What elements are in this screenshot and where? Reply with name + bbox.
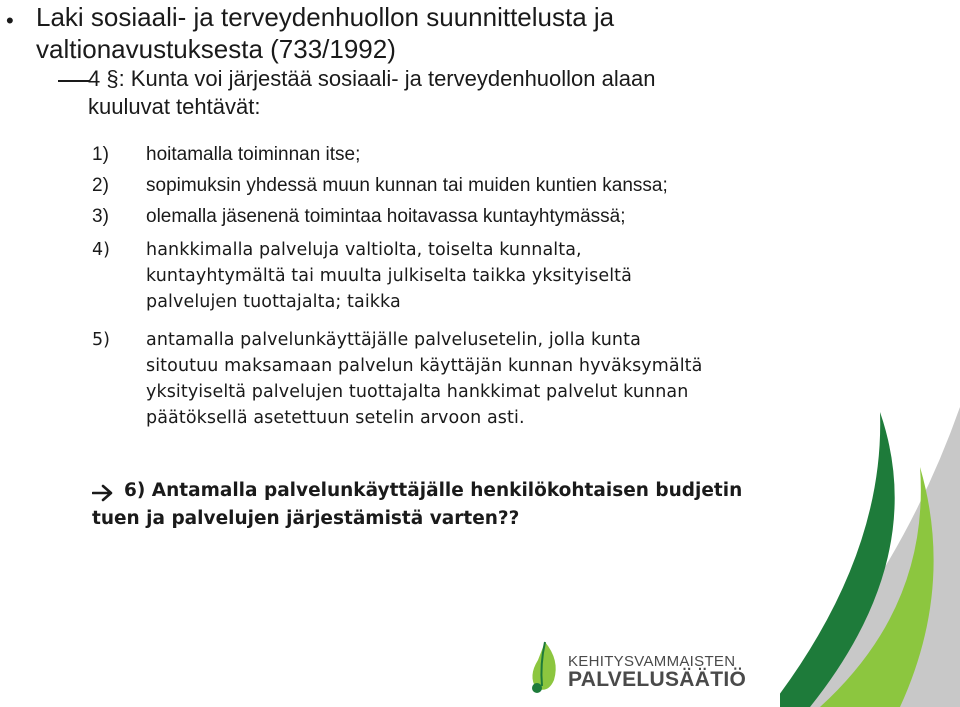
list-number: 4) bbox=[92, 240, 110, 260]
list-item-line: hankkimalla palveluja valtiolta, toiselta kunnalta, bbox=[146, 240, 582, 260]
leaf-logo-icon bbox=[528, 640, 562, 696]
list-item-line: antamalla palvelunkäyttäjälle palvelusetelin, jolla kunta bbox=[146, 330, 641, 350]
list-item-line: palvelujen tuottajalta; taikka bbox=[146, 292, 401, 312]
list-item-line: päätöksellä asetettuun setelin arvoon asti. bbox=[146, 408, 525, 428]
highlight-line-2: tuen ja palvelujen järjestämistä varten?? bbox=[92, 508, 520, 529]
dash-icon bbox=[58, 80, 90, 82]
logo-text-top: KEHITYSVAMMAISTEN bbox=[568, 653, 736, 670]
list-item: olemalla jäsenenä toimintaa hoitavassa kuntayhtymässä; bbox=[146, 206, 626, 227]
bullet-icon: • bbox=[6, 8, 14, 33]
list-item-line: yksityiseltä palvelujen tuottajalta hankkimat palvelut kunnan bbox=[146, 382, 689, 402]
list-item: hoitamalla toiminnan itse; bbox=[146, 144, 361, 165]
subpoint-line-1: 4 §: Kunta voi järjestää sosiaali- ja terveydenhuollon alaan bbox=[88, 66, 656, 91]
arrow-right-icon bbox=[92, 484, 114, 502]
logo-text-bottom: PALVELUSÄÄTIÖ bbox=[568, 668, 747, 691]
list-number: 1) bbox=[92, 144, 109, 165]
list-number: 3) bbox=[92, 206, 109, 227]
subpoint-line-2: kuuluvat tehtävät: bbox=[88, 94, 261, 119]
list-item-line: kuntayhtymältä tai muulta julkiselta taikka yksityiseltä bbox=[146, 266, 632, 286]
list-number: 5) bbox=[92, 330, 110, 350]
list-number: 2) bbox=[92, 175, 109, 196]
slide-title-line-2: valtionavustuksesta (733/1992) bbox=[36, 34, 396, 64]
slide-title-line-1: Laki sosiaali- ja terveydenhuollon suunnittelusta ja bbox=[36, 2, 615, 32]
decorative-swoosh bbox=[780, 407, 960, 707]
highlight-line-1: 6) Antamalla palvelunkäyttäjälle henkilökohtaisen budjetin bbox=[124, 480, 743, 501]
list-item-line: sitoutuu maksamaan palvelun käyttäjän kunnan hyväksymältä bbox=[146, 356, 703, 376]
list-item: sopimuksin yhdessä muun kunnan tai muiden kuntien kanssa; bbox=[146, 175, 668, 196]
